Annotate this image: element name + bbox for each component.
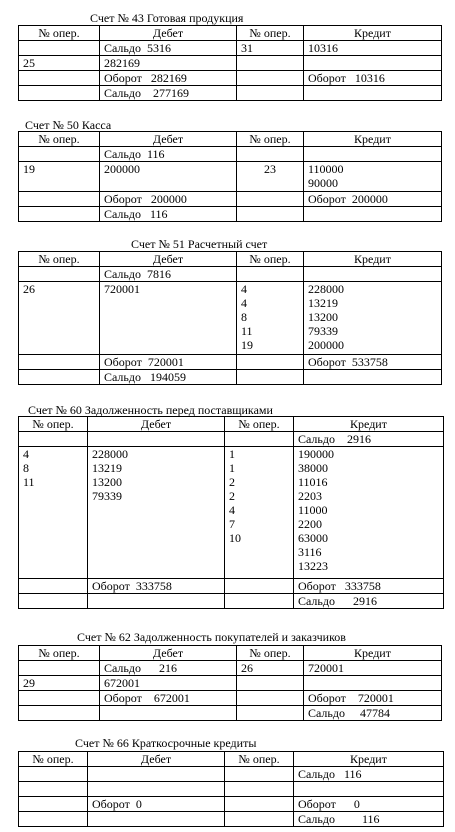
cell: Оборот 720001 xyxy=(100,355,237,370)
cell xyxy=(19,812,88,827)
cell xyxy=(225,579,294,594)
cell: Оборот 200000 xyxy=(304,192,442,207)
account-title: Счет № 60 Задолженность перед поставщиками xyxy=(28,403,273,417)
cell: Сальдо 194059 xyxy=(100,370,237,385)
cell xyxy=(19,661,100,676)
cell xyxy=(304,207,442,222)
ledger-table xyxy=(18,131,442,222)
cell: Сальдо 7816 xyxy=(100,267,237,282)
cell: Оборот 333758 xyxy=(294,579,444,594)
cell: 29 xyxy=(19,676,100,691)
cell: Сальдо 116 xyxy=(294,812,444,827)
cell: Сальдо 216 xyxy=(100,661,237,676)
cell xyxy=(237,706,304,721)
header-credit: Кредит xyxy=(304,252,442,267)
cell xyxy=(19,706,100,721)
cell xyxy=(237,71,304,86)
cell: Сальдо 116 xyxy=(100,207,237,222)
cell xyxy=(88,782,225,797)
account-title: Счет № 43 Готовая продукция xyxy=(90,11,244,25)
cell: 26 xyxy=(237,661,304,676)
header-op-number: № опер. xyxy=(237,252,304,267)
cell xyxy=(88,432,225,447)
cell xyxy=(237,147,304,162)
cell xyxy=(19,41,100,56)
ledger-table xyxy=(18,416,444,609)
ledger-table xyxy=(18,751,444,827)
cell xyxy=(19,355,100,370)
cell: 228000 13219 13200 79339 xyxy=(88,447,225,579)
cell xyxy=(19,207,100,222)
cell xyxy=(225,782,294,797)
cell xyxy=(225,812,294,827)
cell: Сальдо 2916 xyxy=(294,594,444,609)
cell: Сальдо 116 xyxy=(294,767,444,782)
cell xyxy=(19,797,88,812)
cell xyxy=(225,432,294,447)
cell: Оборот 672001 xyxy=(100,691,237,706)
cell xyxy=(19,71,100,86)
cell xyxy=(304,86,442,101)
cell xyxy=(88,812,225,827)
cell: Сальдо 47784 xyxy=(304,706,442,721)
cell: 672001 xyxy=(100,676,237,691)
cell: 190000 38000 11016 2203 11000 2200 63000 3116 13223 xyxy=(294,447,444,579)
cell: Оборот 0 xyxy=(294,797,444,812)
cell xyxy=(19,782,88,797)
header-op-number: № опер. xyxy=(19,646,100,661)
header-credit: Кредит xyxy=(294,417,444,432)
header-op-number: № опер. xyxy=(225,417,294,432)
cell xyxy=(237,207,304,222)
cell xyxy=(19,691,100,706)
cell: Сальдо 5316 xyxy=(100,41,237,56)
header-credit: Кредит xyxy=(304,26,442,41)
cell: Оборот 720001 xyxy=(304,691,442,706)
cell: 110000 90000 xyxy=(304,162,442,192)
cell xyxy=(237,676,304,691)
cell: Оборот 0 xyxy=(88,797,225,812)
header-debit: Дебет xyxy=(88,417,225,432)
cell: 720001 xyxy=(304,661,442,676)
cell: 23 xyxy=(237,162,304,192)
cell xyxy=(19,86,100,101)
header-op-number: № опер. xyxy=(19,26,100,41)
account-title: Счет № 62 Задолженность покупателей и заказчиков xyxy=(77,630,346,644)
cell: Оборот 533758 xyxy=(304,355,442,370)
header-op-number: № опер. xyxy=(19,752,88,767)
header-op-number: № опер. xyxy=(225,752,294,767)
cell xyxy=(19,594,88,609)
cell xyxy=(19,192,100,207)
cell xyxy=(304,370,442,385)
ledger-table xyxy=(18,645,442,721)
cell: Оборот 10316 xyxy=(304,71,442,86)
cell xyxy=(19,579,88,594)
cell: 31 xyxy=(237,41,304,56)
cell: 228000 13219 13200 79339 200000 xyxy=(304,282,442,355)
header-op-number: № опер. xyxy=(237,646,304,661)
cell xyxy=(225,767,294,782)
cell: Сальдо 116 xyxy=(100,147,237,162)
cell xyxy=(225,797,294,812)
header-credit: Кредит xyxy=(304,132,442,147)
cell: 4 8 11 xyxy=(19,447,88,579)
header-op-number: № опер. xyxy=(237,26,304,41)
cell xyxy=(19,147,100,162)
header-credit: Кредит xyxy=(294,752,444,767)
cell: Оборот 200000 xyxy=(100,192,237,207)
header-op-number: № опер. xyxy=(19,132,100,147)
cell xyxy=(237,86,304,101)
cell xyxy=(237,355,304,370)
header-debit: Дебет xyxy=(100,132,237,147)
header-op-number: № опер. xyxy=(237,132,304,147)
cell xyxy=(294,782,444,797)
cell xyxy=(19,432,88,447)
cell xyxy=(237,56,304,71)
cell: Оборот 333758 xyxy=(88,579,225,594)
cell xyxy=(88,594,225,609)
header-debit: Дебет xyxy=(88,752,225,767)
cell xyxy=(19,370,100,385)
cell xyxy=(225,594,294,609)
account-title: Счет № 50 Касса xyxy=(25,118,112,132)
cell xyxy=(237,691,304,706)
header-debit: Дебет xyxy=(100,252,237,267)
cell xyxy=(237,267,304,282)
account-title: Счет № 51 Расчетный счет xyxy=(131,237,268,251)
cell xyxy=(19,767,88,782)
cell: Оборот 282169 xyxy=(100,71,237,86)
cell xyxy=(304,147,442,162)
cell xyxy=(100,706,237,721)
header-op-number: № опер. xyxy=(19,252,100,267)
cell xyxy=(19,267,100,282)
account-title: Счет № 66 Краткосрочные кредиты xyxy=(75,736,257,750)
cell xyxy=(304,56,442,71)
cell: 720001 xyxy=(100,282,237,355)
ledger-table xyxy=(18,25,442,101)
cell: 200000 xyxy=(100,162,237,192)
cell: 26 xyxy=(19,282,100,355)
cell xyxy=(304,267,442,282)
header-debit: Дебет xyxy=(100,646,237,661)
cell xyxy=(304,676,442,691)
header-op-number: № опер. xyxy=(19,417,88,432)
header-credit: Кредит xyxy=(304,646,442,661)
cell xyxy=(88,767,225,782)
ledger-table xyxy=(18,251,442,385)
cell: 1 1 2 2 4 7 10 xyxy=(225,447,294,579)
cell: 282169 xyxy=(100,56,237,71)
cell: Сальдо 2916 xyxy=(294,432,444,447)
cell: 10316 xyxy=(304,41,442,56)
cell: Сальдо 277169 xyxy=(100,86,237,101)
header-debit: Дебет xyxy=(100,26,237,41)
cell: 25 xyxy=(19,56,100,71)
cell: 19 xyxy=(19,162,100,192)
cell xyxy=(237,192,304,207)
cell xyxy=(237,370,304,385)
cell: 4 4 8 11 19 xyxy=(237,282,304,355)
